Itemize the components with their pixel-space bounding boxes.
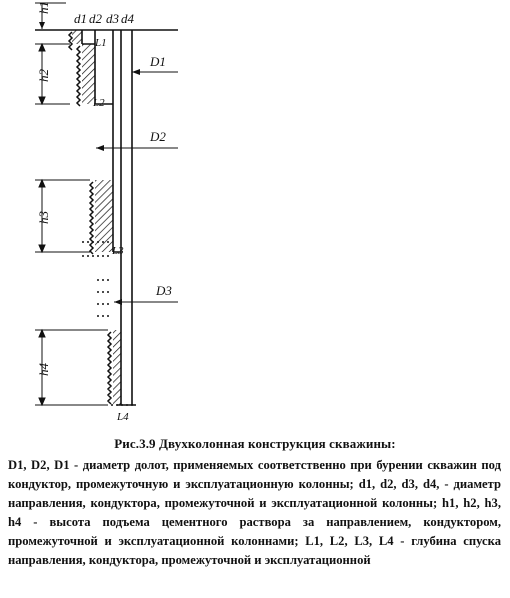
L1-label: L1 (95, 37, 107, 49)
L2-label: L2 (93, 97, 105, 109)
D3-arrow (114, 299, 178, 305)
D2-label: D2 (150, 129, 166, 144)
h1-label: h1 (36, 1, 51, 14)
L3-label: L3 (112, 245, 124, 257)
D3-label: D3 (156, 283, 172, 298)
figure-caption: Рис.3.9 Двухколонная конструкция скважины: (114, 436, 396, 451)
cement-zone-intermediate (95, 180, 113, 252)
d3-label: d3 (106, 11, 119, 26)
d2-label: d2 (89, 11, 102, 26)
figure-description: D1, D2, D1 - диаметр долот, применяемых соответственно при бурении скважин под кондуктор, промежуточную и эксплуатационную колонны; d1, d2, d3, d4, - диаметр направления, кондуктора, промежуточной и эксплуатационной колонны; h1, h2, h3, h4 - высота подъема цементного раствора за направлением, кондуктором, промежуточной и эксплуатационной колоннами; L1, L2, L3, L4 - глубина спуска направления, кондуктора, промежуточной и эксплуатационной (8, 458, 501, 567)
cement-zone-production (113, 330, 121, 405)
h3-label: h3 (36, 211, 51, 224)
cement-zone-guide (72, 30, 82, 44)
d1-label: d1 (74, 11, 87, 26)
D1-label: D1 (150, 54, 166, 69)
L4-label: L4 (117, 411, 129, 423)
d4-label: d4 (121, 11, 134, 26)
h2-label: h2 (36, 69, 51, 82)
D2-arrow (96, 145, 178, 151)
cement-zone-conductor (82, 44, 95, 104)
D1-arrow (132, 69, 178, 75)
h4-label: h4 (36, 363, 51, 376)
